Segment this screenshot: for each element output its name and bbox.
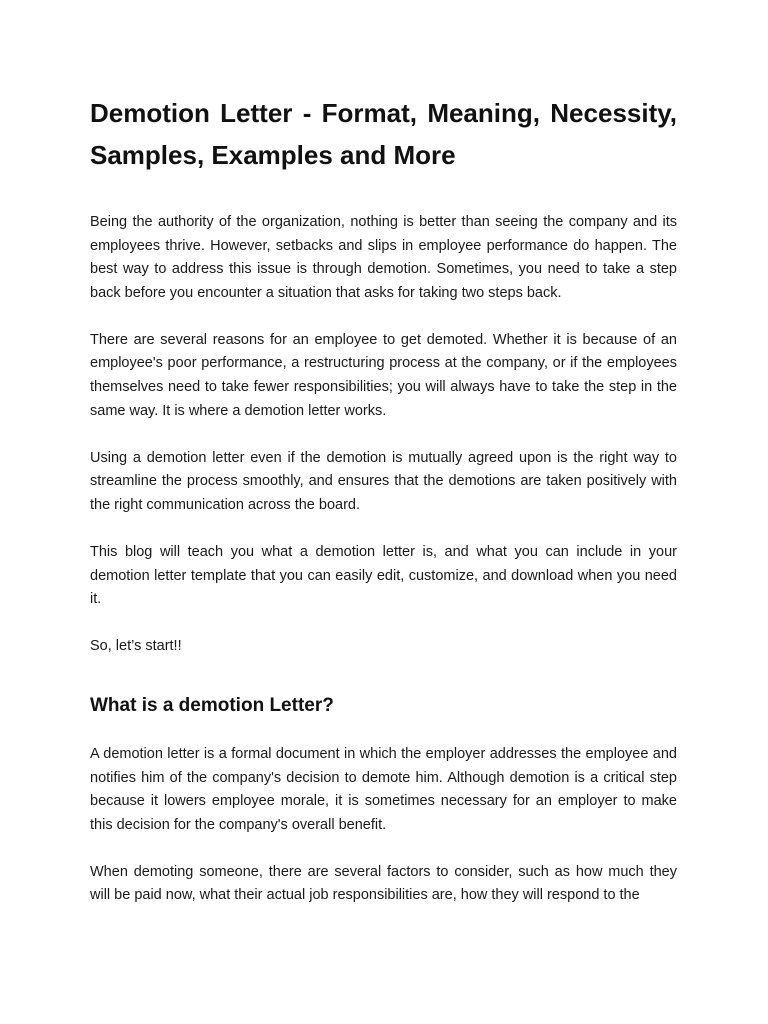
intro-paragraph-1: Being the authority of the organization, nothing is better than seeing the company and its employees thrive. However, setbacks and slips in employee performance do happen. The best way to address this issue is through demotion. Sometimes, you need to take a step back before you encounter a situation that asks for taking two steps back.	[90, 214, 677, 301]
intro-paragraph-2: There are several reasons for an employee to get demoted. Whether it is because of an employee's poor performance, a restructuring process at the company, or if the employees themselves need to take fewer responsibilities; you will always have to take the step in the same way. It is where a demotion letter works.	[90, 331, 677, 419]
intro-paragraph-3: Using a demotion letter even if the demotion is mutually agreed upon is the right way to streamline the process smoothly, and ensures that the demotions are taken positively with the right communication across the board.	[90, 449, 677, 513]
section-heading: What is a demotion Letter?	[90, 694, 334, 716]
document-body	[90, 92, 677, 908]
section-paragraph-1: A demotion letter is a formal document in which the employer addresses the employee and notifies him of the company's decision to demote him. Although demotion is a critical step because it lowers employee morale, it is sometimes necessary for an employer to make this decision for the company's overall benefit.	[90, 745, 677, 833]
intro-paragraph-5: So, let’s start!!	[90, 638, 182, 655]
intro-paragraph-4: This blog will teach you what a demotion letter is, and what you can include in your demotion letter template that you can easily edit, customize, and download when you need it.	[90, 544, 677, 608]
document-title: Demotion Letter - Format, Meaning, Necessity, Samples, Examples and More	[90, 98, 677, 170]
section-paragraph-2: When demoting someone, there are several factors to consider, such as how much they will be paid now, what their actual job responsibilities are, how they will respond to the	[90, 863, 677, 904]
